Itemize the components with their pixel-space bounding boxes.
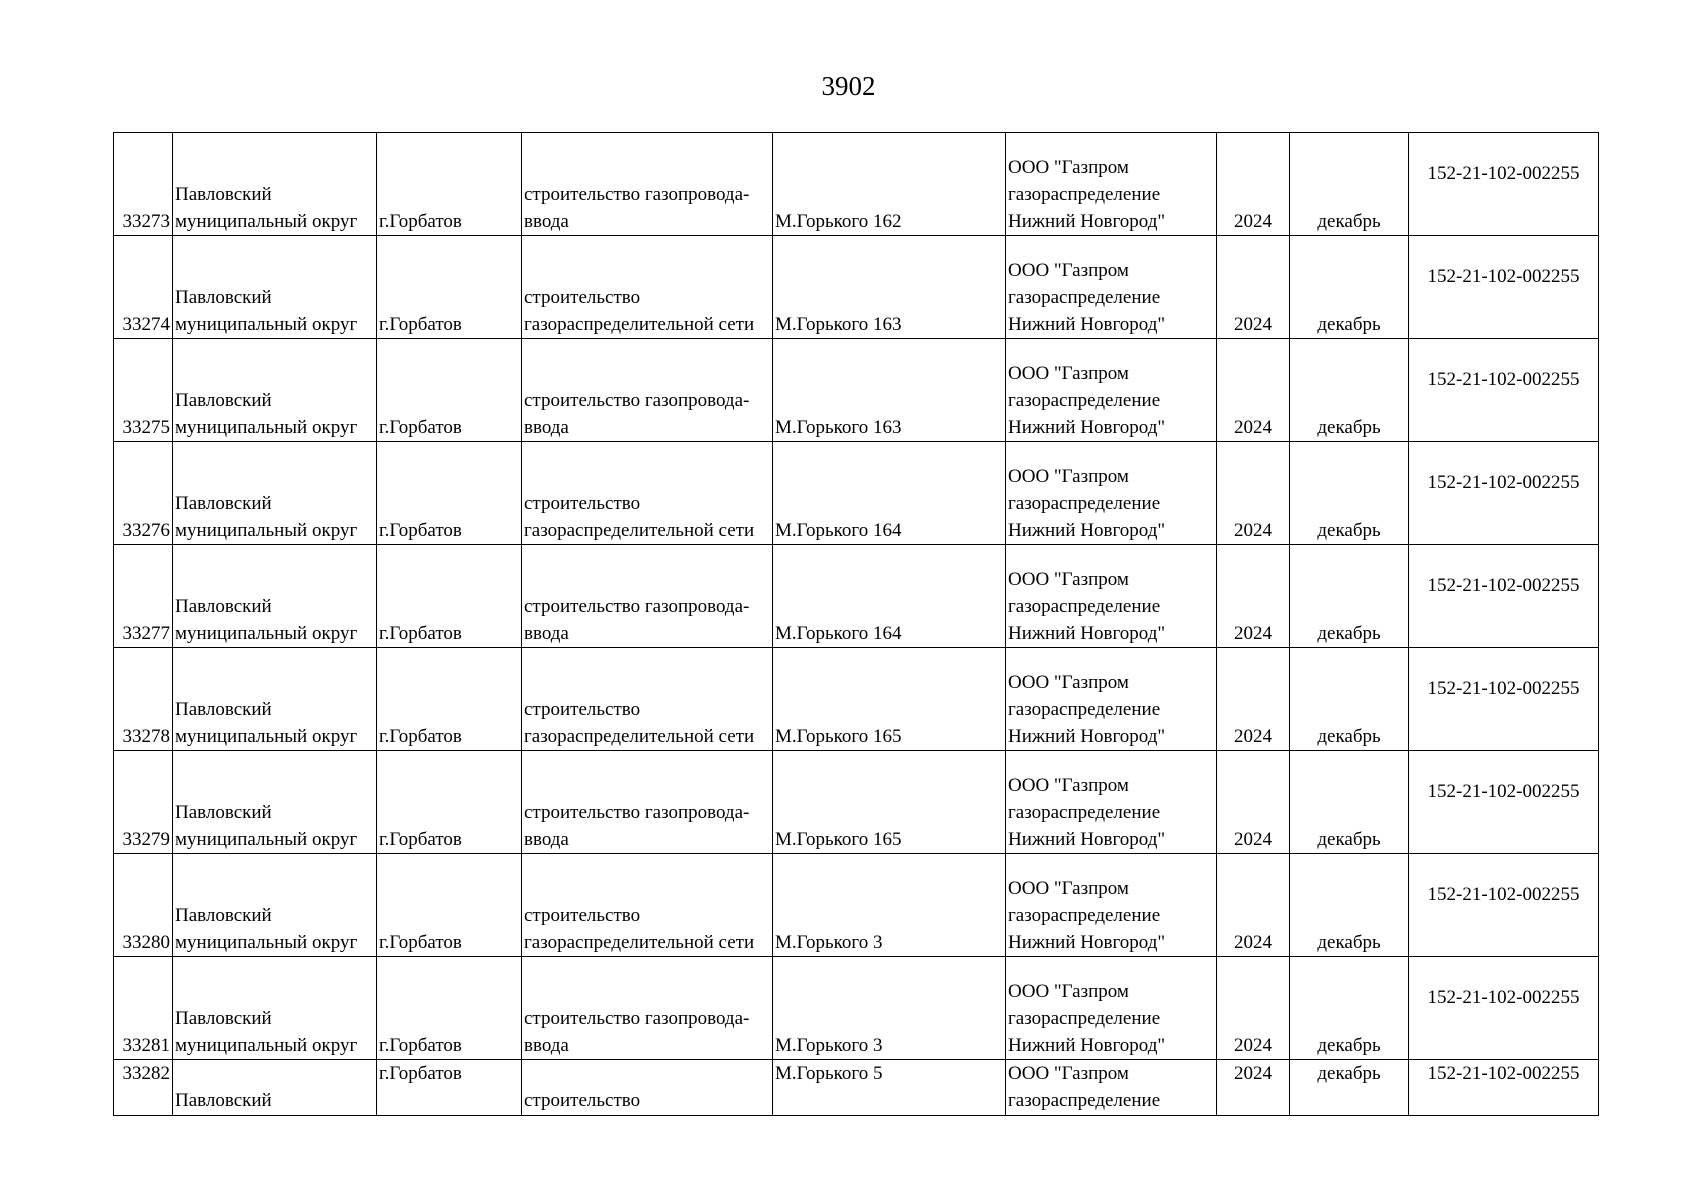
cell-district [173,339,377,442]
table-row [114,339,1599,442]
cell-organization-line: газораспределение [1008,184,1161,205]
cell-organization-line: Нижний Новгород" [1008,314,1166,335]
cell-town: г.Горбатов [377,1060,522,1116]
table-row [114,751,1599,854]
cell-town: г.Горбатов [377,236,522,339]
cell-district-line: Павловский [175,699,272,720]
cell-year: 2024 [1217,339,1290,442]
cell-work-type [522,339,773,442]
cell-town: г.Горбатов [377,957,522,1060]
cell-work-type [522,854,773,957]
cell-code: 152-21-102-002255 [1409,339,1599,442]
cell-work-type-line: строительство [524,493,641,514]
cell-organization-line: ООО "Газпром [1008,1063,1129,1084]
cell-year: 2024 [1217,133,1290,236]
cell-code: 152-21-102-002255 [1409,1060,1599,1116]
cell-organization-line: ООО "Газпром [1008,157,1129,178]
cell-town: г.Горбатов [377,751,522,854]
cell-district [173,442,377,545]
cell-year: 2024 [1217,854,1290,957]
table-row [114,133,1599,236]
cell-work-type-line: строительство [524,699,641,720]
cell-district [173,957,377,1060]
cell-address: М.Горького 163 [773,339,1006,442]
cell-organization-line: ООО "Газпром [1008,775,1129,796]
cell-number: 33277 [114,545,173,648]
cell-number: 33280 [114,854,173,957]
cell-code: 152-21-102-002255 [1409,545,1599,648]
cell-organization [1006,236,1217,339]
cell-year: 2024 [1217,957,1290,1060]
cell-work-type-line: строительство [524,287,641,308]
cell-address: М.Горького 164 [773,442,1006,545]
cell-organization-line: Нижний Новгород" [1008,623,1166,644]
cell-work-type-line: строительство газопровода- [524,802,750,823]
cell-address: М.Горького 3 [773,957,1006,1060]
registry-table [113,132,1599,1116]
cell-district [173,1060,377,1116]
cell-address: М.Горького 164 [773,545,1006,648]
cell-district-line: Павловский [175,905,272,926]
cell-work-type-line: строительство газопровода- [524,390,750,411]
cell-district [173,751,377,854]
cell-organization-line: газораспределение [1008,493,1161,514]
cell-organization [1006,133,1217,236]
cell-number: 33273 [114,133,173,236]
cell-organization-line: Нижний Новгород" [1008,417,1166,438]
cell-month: декабрь [1290,854,1409,957]
cell-code: 152-21-102-002255 [1409,957,1599,1060]
cell-month: декабрь [1290,648,1409,751]
cell-month: декабрь [1290,339,1409,442]
cell-work-type-line: строительство [524,905,641,926]
cell-organization-line: Нижний Новгород" [1008,829,1166,850]
cell-town: г.Горбатов [377,545,522,648]
cell-organization-line: Нижний Новгород" [1008,932,1166,953]
cell-district-line: муниципальный округ [175,726,358,747]
cell-work-type [522,957,773,1060]
cell-district-line: муниципальный округ [175,1035,358,1056]
cell-month: декабрь [1290,236,1409,339]
cell-number: 33279 [114,751,173,854]
cell-district-line: муниципальный округ [175,623,358,644]
cell-organization-line: Нижний Новгород" [1008,520,1166,541]
cell-district [173,133,377,236]
cell-work-type [522,442,773,545]
table-row [114,957,1599,1060]
cell-month: декабрь [1290,1060,1409,1116]
cell-district-line: Павловский [175,802,272,823]
cell-district-line: Павловский [175,1008,272,1029]
cell-district [173,545,377,648]
cell-work-type [522,648,773,751]
cell-year: 2024 [1217,1060,1290,1116]
cell-work-type-line: строительство газопровода- [524,596,750,617]
cell-code: 152-21-102-002255 [1409,236,1599,339]
cell-number: 33276 [114,442,173,545]
cell-work-type-line: ввода [524,211,569,232]
cell-district-line: муниципальный округ [175,520,358,541]
cell-work-type-line: ввода [524,623,569,644]
cell-month: декабрь [1290,133,1409,236]
cell-work-type [522,1060,773,1116]
table-row [114,236,1599,339]
cell-organization-line: газораспределение [1008,390,1161,411]
cell-organization-line: газораспределение [1008,1090,1161,1111]
cell-work-type-line: строительство газопровода- [524,184,750,205]
cell-year: 2024 [1217,751,1290,854]
cell-month: декабрь [1290,957,1409,1060]
cell-town: г.Горбатов [377,442,522,545]
cell-work-type-line: строительство [524,1090,641,1111]
cell-district-line: Павловский [175,184,272,205]
table-row [114,854,1599,957]
cell-address: М.Горького 5 [773,1060,1006,1116]
cell-work-type-line: ввода [524,829,569,850]
cell-district-line: Павловский [175,287,272,308]
table-row [114,442,1599,545]
cell-address: М.Горького 162 [773,133,1006,236]
cell-organization-line: ООО "Газпром [1008,466,1129,487]
cell-organization [1006,1060,1217,1116]
cell-work-type [522,545,773,648]
cell-organization [1006,854,1217,957]
cell-organization-line: газораспределение [1008,1008,1161,1029]
cell-organization-line: газораспределение [1008,596,1161,617]
cell-year: 2024 [1217,648,1290,751]
cell-code: 152-21-102-002255 [1409,854,1599,957]
cell-organization-line: ООО "Газпром [1008,672,1129,693]
cell-district-line: Павловский [175,390,272,411]
cell-month: декабрь [1290,442,1409,545]
cell-work-type [522,751,773,854]
cell-organization-line: газораспределение [1008,699,1161,720]
cell-address: М.Горького 3 [773,854,1006,957]
cell-organization [1006,957,1217,1060]
cell-number: 33282 [114,1060,173,1116]
cell-organization-line: Нижний Новгород" [1008,1035,1166,1056]
cell-district-line: муниципальный округ [175,932,358,953]
cell-year: 2024 [1217,236,1290,339]
cell-organization-line: газораспределение [1008,802,1161,823]
cell-work-type-line: газораспределительной сети [524,932,755,953]
cell-organization [1006,442,1217,545]
table-row [114,648,1599,751]
cell-district-line: муниципальный округ [175,417,358,438]
cell-organization [1006,545,1217,648]
cell-work-type-line: ввода [524,1035,569,1056]
cell-address: М.Горького 163 [773,236,1006,339]
cell-organization-line: ООО "Газпром [1008,363,1129,384]
cell-work-type-line: газораспределительной сети [524,726,755,747]
cell-year: 2024 [1217,442,1290,545]
cell-year: 2024 [1217,545,1290,648]
cell-organization [1006,339,1217,442]
cell-work-type-line: строительство газопровода- [524,1008,750,1029]
cell-code: 152-21-102-002255 [1409,648,1599,751]
cell-district-line: Павловский [175,596,272,617]
cell-organization-line: Нижний Новгород" [1008,726,1166,747]
cell-district-line: Павловский [175,493,272,514]
cell-code: 152-21-102-002255 [1409,442,1599,545]
cell-district [173,854,377,957]
cell-work-type [522,133,773,236]
cell-organization-line: ООО "Газпром [1008,878,1129,899]
cell-organization-line: Нижний Новгород" [1008,211,1166,232]
cell-number: 33275 [114,339,173,442]
cell-town: г.Горбатов [377,133,522,236]
cell-code: 152-21-102-002255 [1409,751,1599,854]
cell-organization-line: ООО "Газпром [1008,569,1129,590]
cell-district [173,236,377,339]
cell-district-line: муниципальный округ [175,829,358,850]
cell-district-line: муниципальный округ [175,211,358,232]
cell-district-line: муниципальный округ [175,314,358,335]
cell-organization-line: ООО "Газпром [1008,260,1129,281]
cell-work-type [522,236,773,339]
cell-address: М.Горького 165 [773,751,1006,854]
table-body [114,133,1599,1116]
table-row [114,545,1599,648]
cell-number: 33274 [114,236,173,339]
cell-town: г.Горбатов [377,339,522,442]
cell-address: М.Горького 165 [773,648,1006,751]
cell-code: 152-21-102-002255 [1409,133,1599,236]
cell-number: 33281 [114,957,173,1060]
cell-district-line: Павловский [175,1090,272,1111]
cell-number: 33278 [114,648,173,751]
cell-month: декабрь [1290,751,1409,854]
cell-town: г.Горбатов [377,854,522,957]
cell-organization-line: газораспределение [1008,905,1161,926]
cell-work-type-line: ввода [524,417,569,438]
cell-organization-line: газораспределение [1008,287,1161,308]
cell-organization-line: ООО "Газпром [1008,981,1129,1002]
cell-organization [1006,751,1217,854]
cell-work-type-line: газораспределительной сети [524,314,755,335]
page-number: 3902 [821,71,876,101]
cell-month: декабрь [1290,545,1409,648]
cell-town: г.Горбатов [377,648,522,751]
table-row [114,1060,1599,1116]
cell-organization [1006,648,1217,751]
cell-work-type-line: газораспределительной сети [524,520,755,541]
cell-district [173,648,377,751]
